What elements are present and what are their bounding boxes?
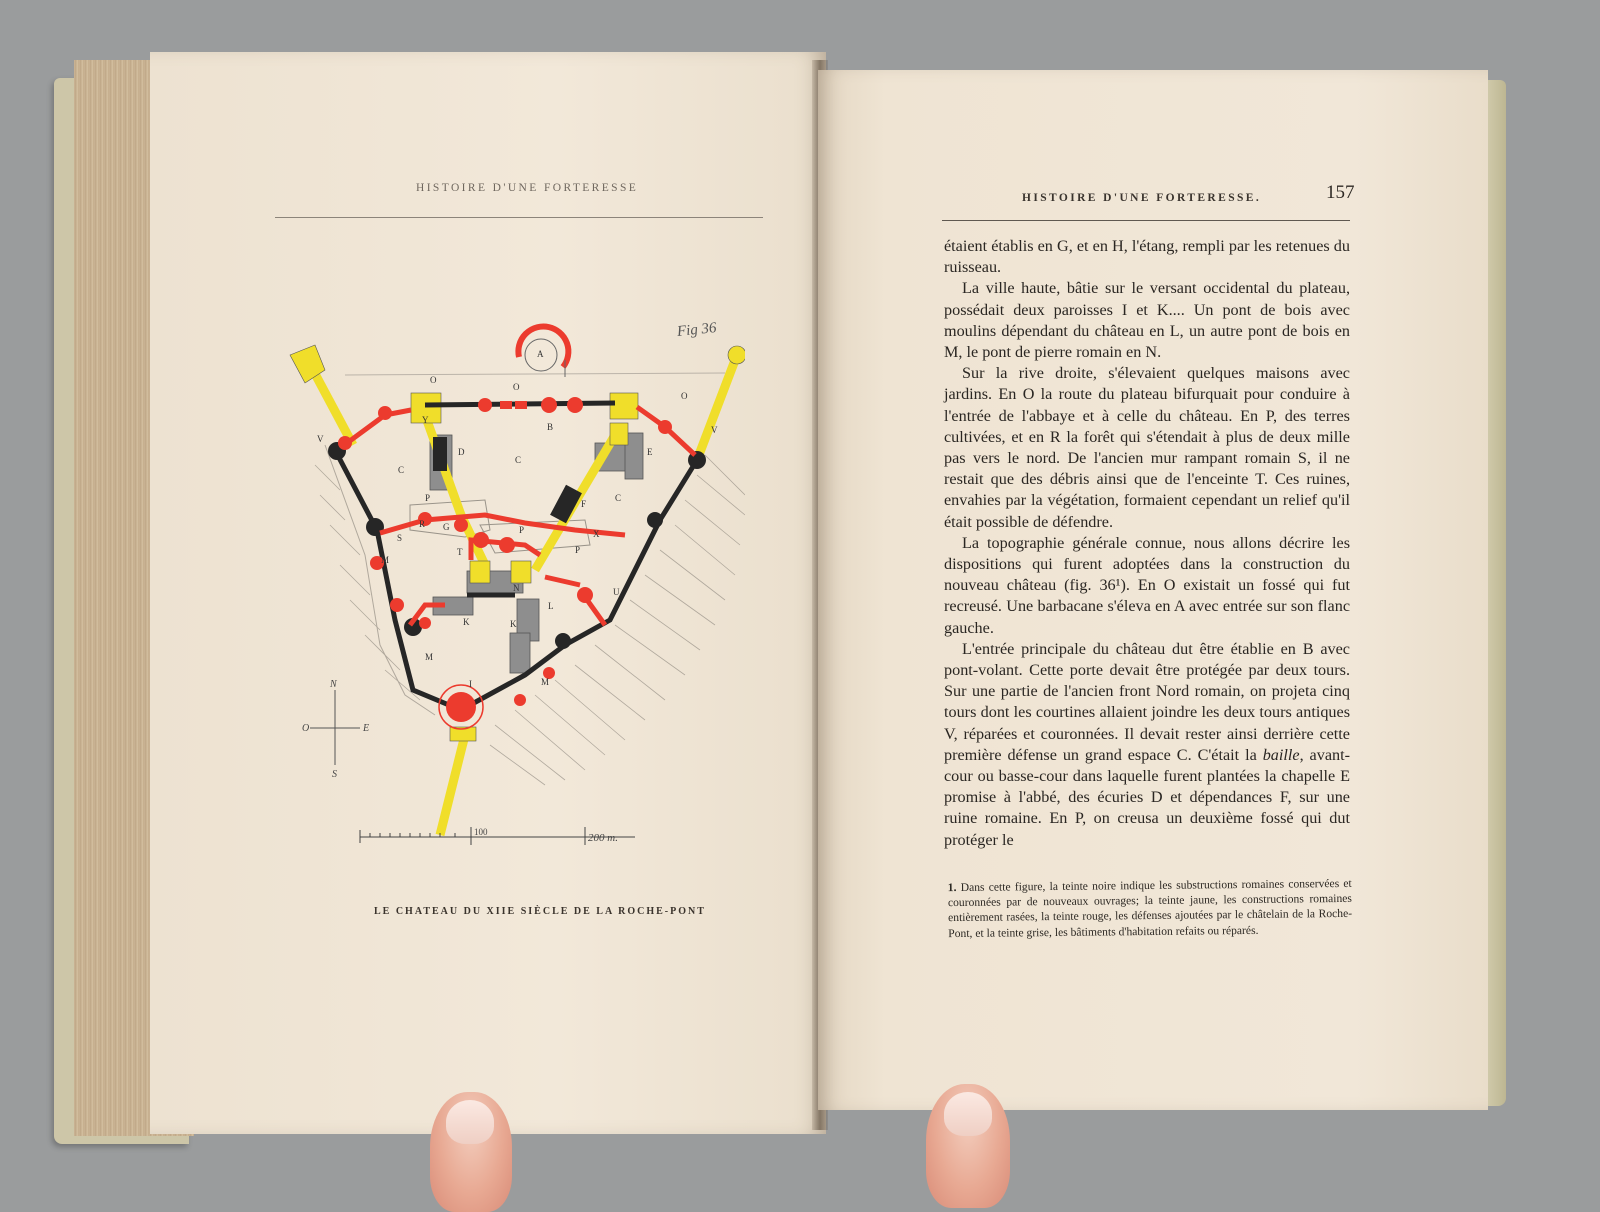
left-thumbnail-nail <box>446 1100 494 1144</box>
body-text <box>944 236 1350 851</box>
left-head-rule <box>275 217 763 218</box>
plan-letter: O <box>513 382 520 392</box>
compass-east: E <box>363 723 370 734</box>
plan-letter: N <box>513 583 520 593</box>
paragraph: La ville haute, bâtie sur le versant occidental du plateau, possédait deux paroisses I et K.... Un pont de bois avec moulins dépendant du château en L, un autre pont de bois en M, le pont de pierre romain en N. <box>944 279 1350 362</box>
plan-letter: C <box>515 455 522 465</box>
plan-letter: K <box>463 617 470 627</box>
paragraph: étaient établis en G, et en H, l'étang, rempli par les retenues du ruisseau. <box>944 237 1350 277</box>
plan-letter: M <box>541 677 550 687</box>
footnote <box>948 876 1353 941</box>
plan-letter: O <box>430 375 437 385</box>
left-running-head: HISTOIRE D'UNE FORTERESSE <box>416 182 639 194</box>
plan-letter: F <box>581 499 587 509</box>
paragraph: Sur la rive droite, s'élevaient quelques maisons avec jardins. En O la route du plateau bifurquait pour conduire à l'entrée de l'abbaye et à celle du château. En P, des terres cultivées, et en R la forêt qui s'étendait à plus de deux mille pas vers le nord. De l'ancien mur rampant romain S, il ne restait que des débris ainsi que de l'enceinte T. Ces ruines, envahies par la végétation, formaient cependant un relief qu'il était possible de défendre. <box>944 364 1350 531</box>
scale-bar <box>360 827 635 845</box>
compass-west: O <box>302 723 310 734</box>
right-head-rule <box>942 220 1350 221</box>
page-number: 157 <box>1326 182 1355 203</box>
plan-letter: Y <box>422 415 429 425</box>
plan-letter: M <box>425 652 434 662</box>
plan-letter: T <box>457 547 463 557</box>
plan-letter: L <box>548 601 554 611</box>
compass-north: N <box>330 679 337 690</box>
plan-letter: C <box>615 493 622 503</box>
castle-plan <box>285 315 745 895</box>
plan-letter: V <box>711 425 718 435</box>
paragraph-text: , avant-cour ou basse-cour dans laquelle furent plantées la chapelle E promise à l'abbé, des écuries D et dépendances F, sur une ruine romaine. En P, on creusa un deuxième fossé qui dut protéger le <box>944 745 1350 849</box>
italic-term: baille <box>1262 745 1300 764</box>
paragraph-text: L'entrée principale du château dut être établie en B avec pont-volant. Cette porte devait être protégée par deux tours. Sur une partie de l'ancien front Nord romain, on projeta cinq tours dont les courtines allaient joindre les deux tours antiques V, réparées et couronnées. Il devait rester ainsi derrière cette première défense un grand espace C. C'était la <box>944 639 1350 764</box>
scale-mid-label: 100 <box>474 827 488 837</box>
plan-letter: M <box>381 555 390 565</box>
plan-letter: G <box>443 522 450 532</box>
compass-south: S <box>332 769 337 780</box>
plan-letter: R <box>419 519 426 529</box>
plan-letter: E <box>647 447 653 457</box>
right-running-head: HISTOIRE D'UNE FORTERESSE. <box>1022 192 1262 204</box>
plan-letter: P <box>519 525 525 535</box>
plan-letter: P <box>425 493 431 503</box>
plan-letter: V <box>317 434 324 444</box>
scale-end-label: 200 m. <box>588 832 618 844</box>
footnote-number: 1. <box>947 881 957 895</box>
plan-letter: K <box>510 619 517 629</box>
figure-label: Fig 36 <box>676 319 718 341</box>
plan-letter: A <box>537 349 544 359</box>
paragraph: La topographie générale connue, nous allons décrire les dispositions qui furent adoptées dans la construction du nouveau château (fig. 36¹). En O existait un fossé qui fut recreusé. Une barbacane s'éleva en A avec entrée sur son flanc gauche. <box>944 533 1350 637</box>
plan-letter: C <box>398 465 405 475</box>
plan-letter: X <box>593 529 600 539</box>
plan-letter: D <box>458 447 465 457</box>
plan-letter: I <box>469 679 472 689</box>
compass-rose <box>302 679 369 780</box>
paragraph <box>944 639 1350 851</box>
plan-letter: S <box>397 533 403 543</box>
book-cover-right <box>1488 80 1506 1106</box>
footnote-text: Dans cette figure, la teinte noire indique les substructions romaines conservées et couronnées par de nouveaux ouvrages; la teinte jaune, les constructions romaines entièrement rasées, la teinte rouge, les défenses ajoutées par le châtelain de la Roche-Pont, et la teinte grise, les bâtiments d'habitation refaits ou réparés. <box>947 876 1353 940</box>
plan-letter: U <box>613 587 620 597</box>
right-thumbnail-nail <box>944 1092 992 1136</box>
plan-letter: O <box>681 391 688 401</box>
plan-letter: B <box>547 422 554 432</box>
figure-caption: LE CHATEAU DU XIIE SIÈCLE DE LA ROCHE-PONT <box>374 906 706 917</box>
plan-letter: P <box>575 545 581 555</box>
